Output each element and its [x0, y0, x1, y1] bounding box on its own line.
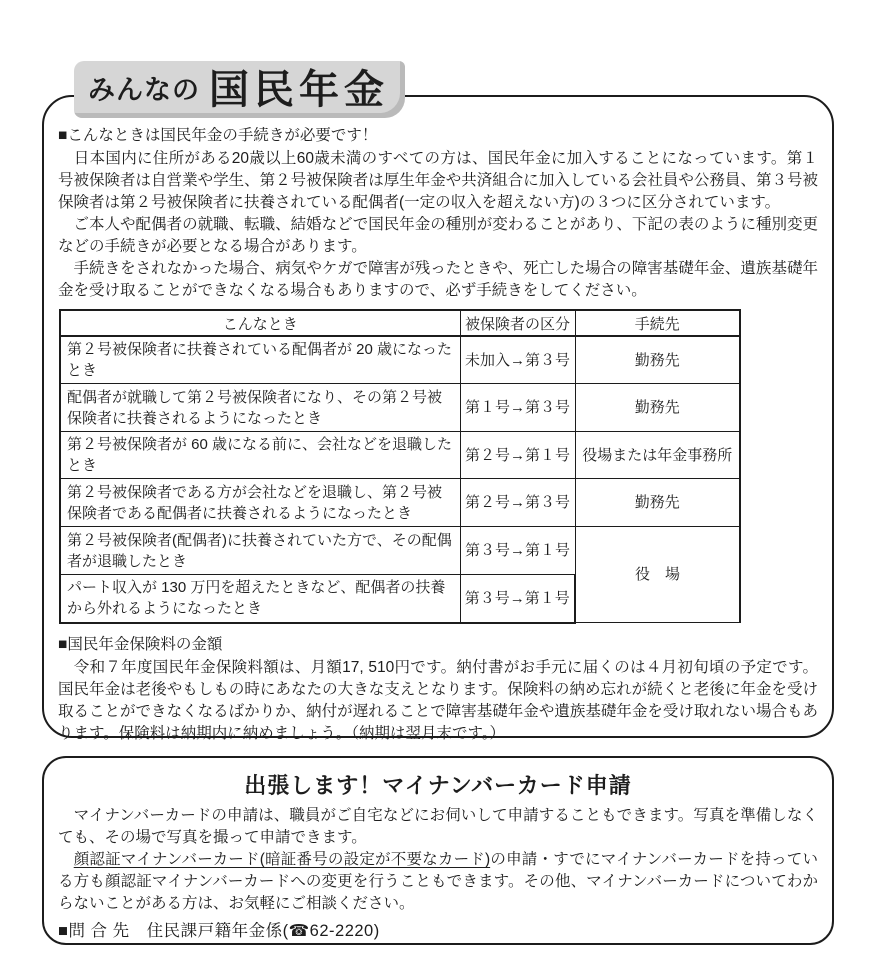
cell-case: 第２号被保険者が 60 歳になる前に、会社などを退職したとき	[60, 432, 460, 479]
cell-office: 役場または年金事務所	[575, 432, 740, 479]
cell-change: 第１号→第３号	[460, 384, 575, 432]
column-header-office: 手続先	[575, 310, 740, 336]
cell-change: 第２号→第１号	[460, 432, 575, 479]
cell-case: 第２号被保険者(配偶者)に扶養されていた方で、その配偶者が退職したとき	[60, 527, 460, 575]
paragraph-enrollment: 日本国内に住所がある20歳以上60歳未満のすべての方は、国民年金に加入することになっています。第１号被保険者は自営業や学生、第２号被保険者は厚生年金や共済組合に加入している会社員や公務員、第３号被保険者は第２号被保険者に扶養されている配偶者(一定の収入を超えない方)の３つに区分されています。	[58, 150, 818, 211]
section-heading-procedures: ■こんなときは国民年金の手続きが必要です！	[58, 127, 378, 144]
cell-case: 配偶者が就職して第２号被保険者になり、その第２号被保険者に扶養されるようになったとき	[60, 384, 460, 432]
table-row	[60, 336, 740, 384]
paragraph-visit-application: マイナンバーカードの申請は、職員がご自宅などにお伺いして申請することもできます。写真を準備しなくても、その場で写真を撮って申請できます。	[58, 807, 818, 846]
cell-office: 勤務先	[575, 336, 740, 384]
pension-article-box	[42, 95, 834, 742]
mynumber-title: 出張します！マイナンバーカード申請	[244, 773, 632, 798]
cell-case: 第２号被保険者である方が会社などを退職し、第２号被保険者である配偶者に扶養されるようになったとき	[60, 479, 460, 527]
cell-change: 未加入→第３号	[460, 336, 575, 384]
table-header-row	[60, 310, 740, 336]
paragraph-category-change: ご本人や配偶者の就職、転職、結婚などで国民年金の種別が変わることがあり、下記の表のように種別変更などの手続きが必要となる場合があります。	[58, 216, 818, 255]
table-row	[60, 527, 740, 575]
badge-prefix-text: みんなの	[88, 75, 200, 105]
cell-change: 第２号→第３号	[460, 479, 575, 527]
cell-office-merged: 役 場	[575, 527, 740, 623]
mynumber-article-box	[42, 756, 834, 945]
cell-change: 第３号→第１号	[460, 575, 575, 623]
column-header-case: こんなとき	[60, 310, 460, 336]
paragraph-indent	[58, 851, 74, 868]
badge-title-text: 国民年金	[209, 67, 389, 112]
section-heading-premium: ■国民年金保険料の金額	[58, 635, 223, 653]
paragraph-face-auth-card	[58, 849, 818, 915]
face-auth-card-underlined-text: 顔認証マイナンバーカード(暗証番号の設定が不要なカード)	[73, 851, 491, 868]
cell-office: 勤務先	[575, 384, 740, 432]
paragraph-warning: 手続きをされなかった場合、病気やケガで障害が残ったときや、死亡した場合の障害基礎年金、遺族基礎年金を受け取ることができなくなる場合もありますので、必ず手続きをしてください。	[58, 260, 818, 299]
contact-info: ■問 合 先 住民課戸籍年金係(☎62-2220)	[58, 922, 380, 940]
table-row	[60, 384, 740, 432]
pension-title-badge	[74, 61, 405, 118]
table-row	[60, 432, 740, 479]
cell-case: パート収入が 130 万円を超えたときなど、配偶者の扶養から外れるようになったとき	[60, 575, 460, 623]
face-auth-card-rest-text: の申請・すでにマイナンバーカードを持っている方も顔認証マイナンバーカードへの変更を行うこともできます。その他、マイナンバーカードについてわからないことがある方は、お気軽にご相談ください。	[58, 851, 818, 912]
procedure-table	[59, 309, 741, 624]
cell-case: 第２号被保険者に扶養されている配偶者が 20 歳になったとき	[60, 336, 460, 384]
cell-change: 第３号→第１号	[460, 527, 575, 575]
paragraph-premium-amount: 令和７年度国民年金保険料額は、月額17, 510円です。納付書がお手元に届くのは４月初旬頃の予定です。国民年金は老後やもしもの時にあなたの大きな支えとなります。保険料の納め忘れが続くと老後に年金を受け取ることができなくなるばかりか、納付が遅れることで障害基礎年金や遺族基礎年金を受け取れない場合もあります。保険料は納期内に納めましょう。（納期は翌月末です。）	[58, 658, 818, 742]
cell-office: 勤務先	[575, 479, 740, 527]
column-header-category: 被保険者の区分	[460, 310, 575, 336]
table-row	[60, 479, 740, 527]
